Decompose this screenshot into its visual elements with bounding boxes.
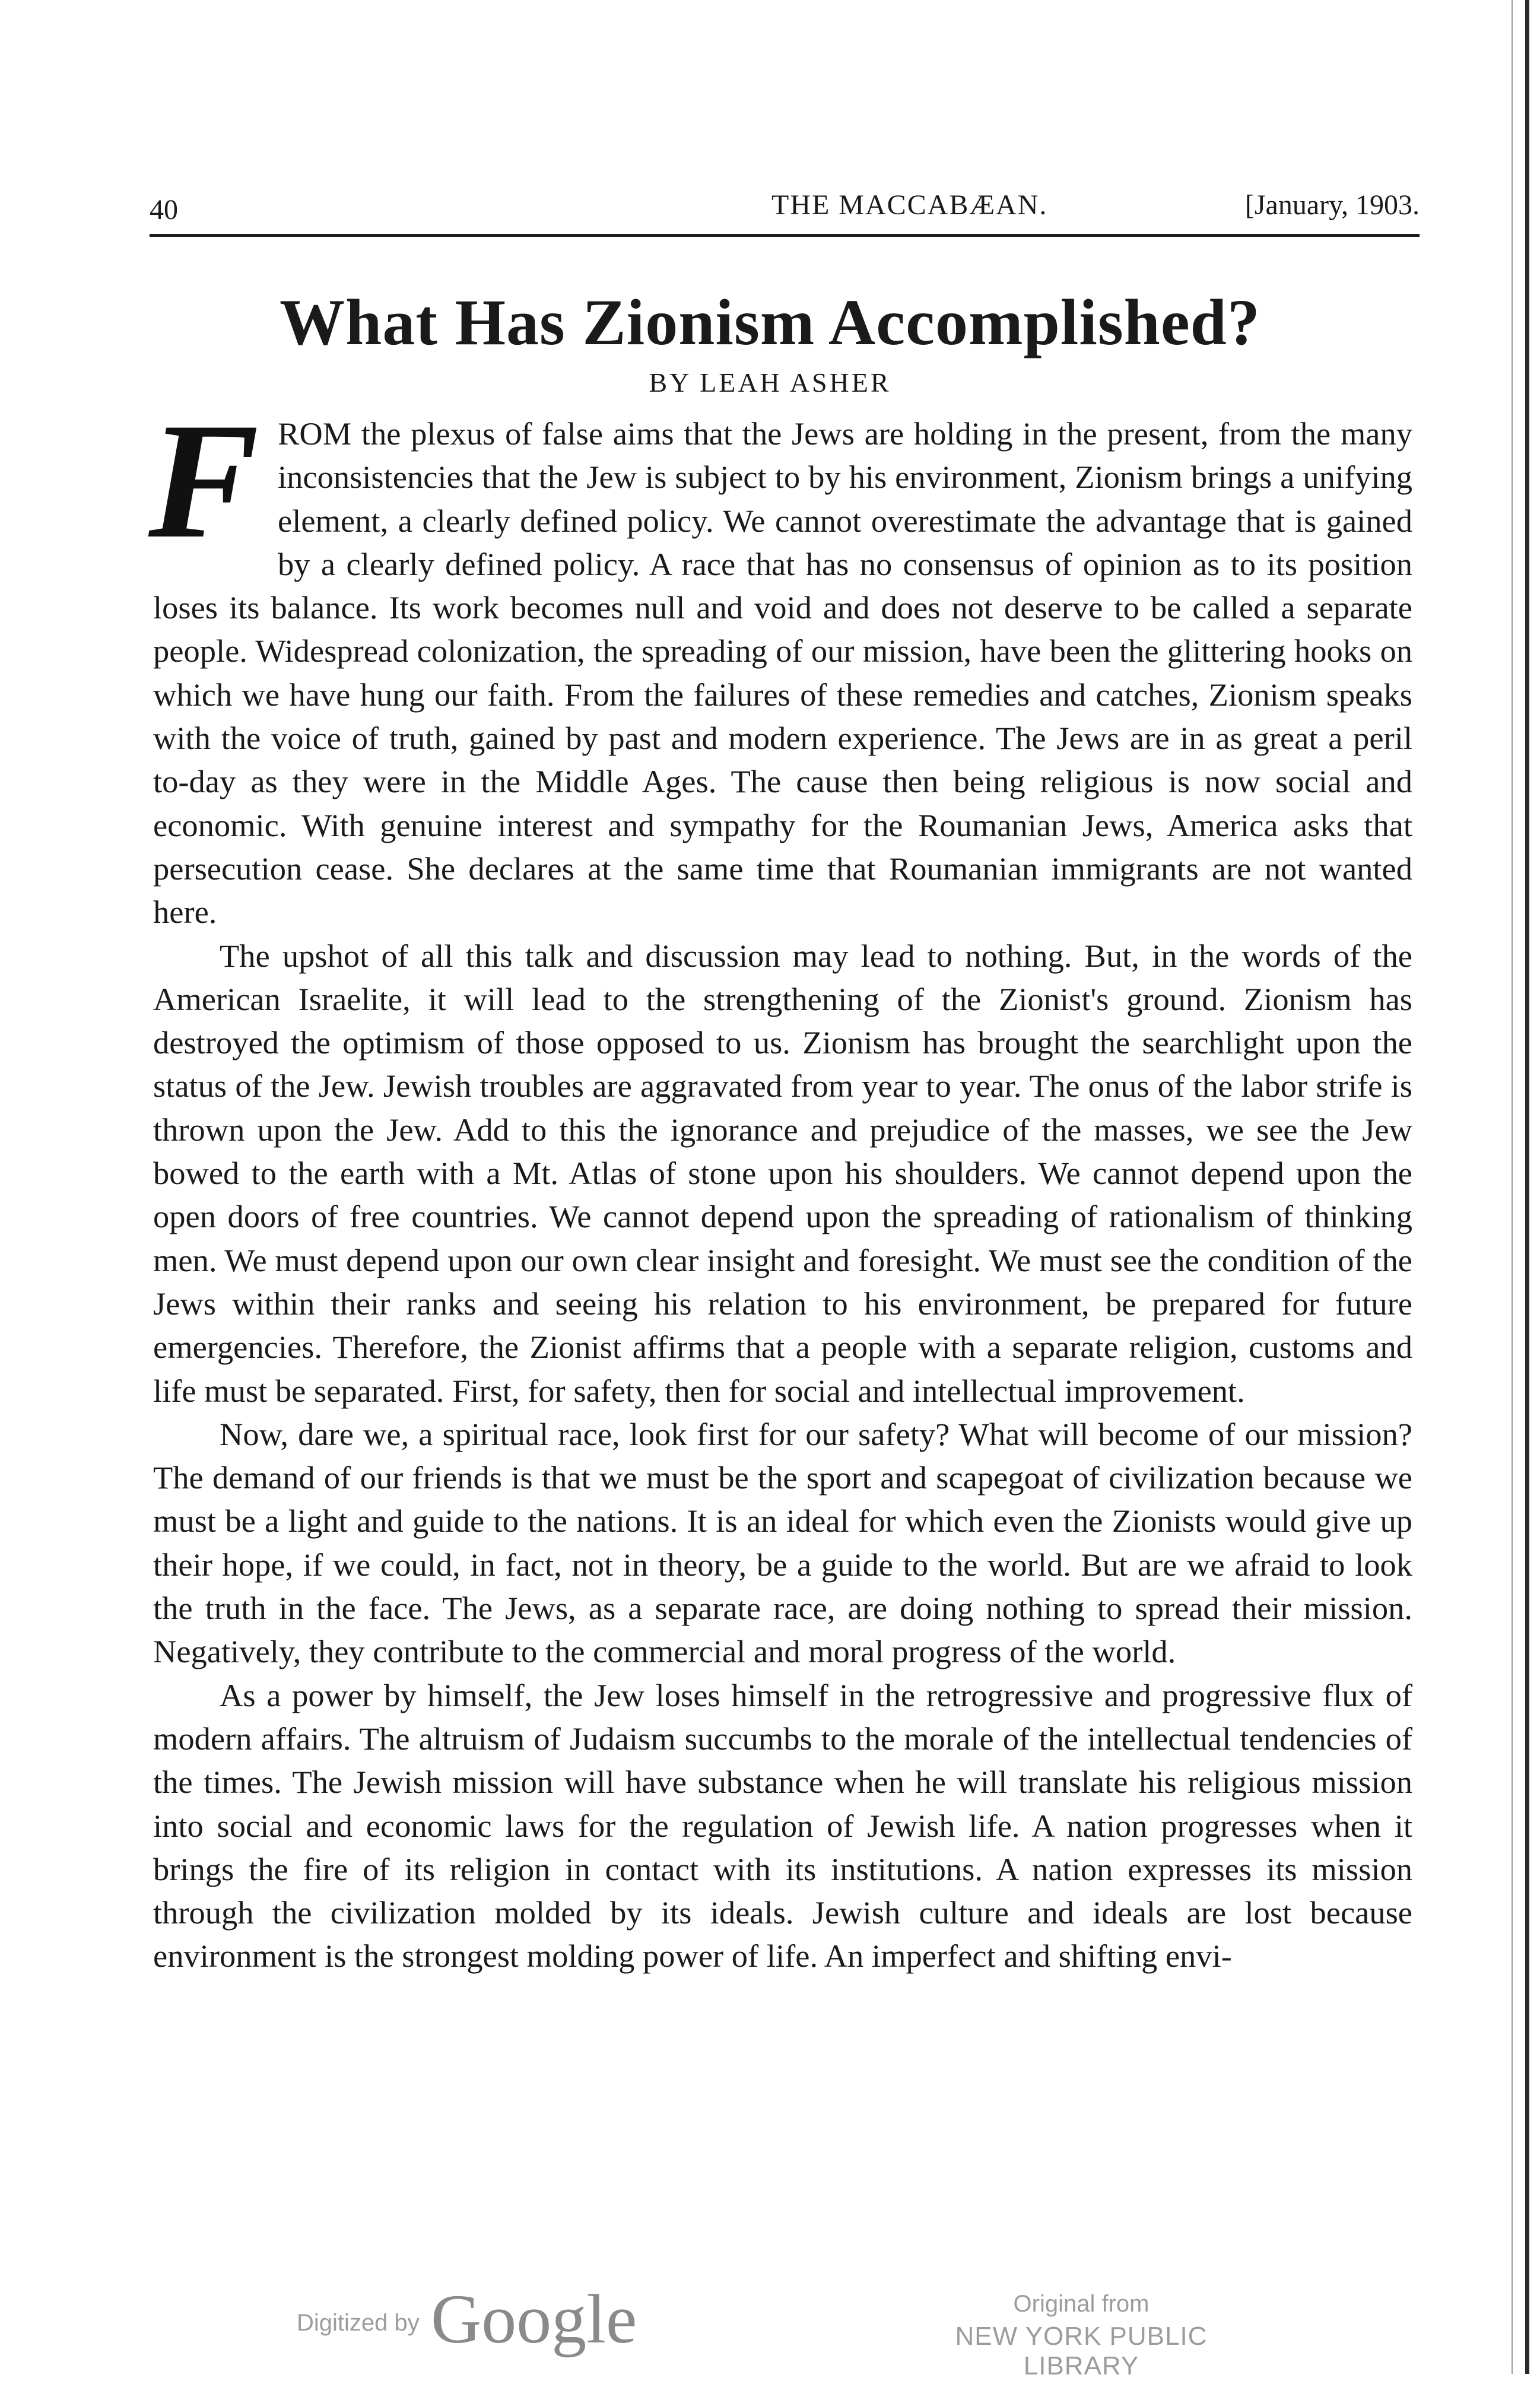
page-number: 40 (150, 194, 178, 226)
digitized-by-label: Digitized by (297, 2310, 420, 2336)
article-body (148, 388, 1412, 1978)
paragraph-4: As a power by himself, the Jew loses himself in the retrogressive and progressive flux of modern affairs. The altruism of Judaism succumbs to the morale of the intellectual tendencies of the times. The Jewish mission will have substance when he will translate his religious mission into social and economic laws for the regulation of Jewish life. A nation progresses when it brings the fire of its religion in contact with its institutions. A nation expresses its mission through the civilization molded by its ideals. Jewish culture and ideals are lost because environment is the strongest molding power of life. An imperfect and shifting envi- (153, 1677, 1412, 1974)
paragraph-1 (148, 388, 1412, 934)
digitization-footer (0, 2279, 1540, 2380)
paragraph-2: The upshot of all this talk and discussion may lead to nothing. But, in the words of the American Israelite, it will lead to the strengthening of the Zionist's ground. Zionism has destroyed the optimism of those opposed to us. Zionism has brought the searchlight upon the status of the Jew. Jewish troubles are aggravated from year to year. The onus of the labor strife is thrown upon the Jew. Add to this the ignorance and prejudice of the masses, we see the Jew bowed to the earth with a Mt. Atlas of stone upon his shoulders. We cannot depend upon the open doors of free countries. We cannot depend upon the spreading of rationalism of thinking men. We must depend upon our own clear insight and foresight. We must see the condition of the Jews within their ranks and seeing his relation to his environment, be prepared for future emergencies. Therefore, the Zionist affirms that a people with a separate religion, customs and life must be separated. First, for safety, then for social and intellectual improvement. (153, 937, 1412, 1409)
paragraph-1-text: ROM the plexus of false aims that the Jews are holding in the present, from the many inconsistencies that the Jew is subject to by his environment, Zionism brings a unifying element, a clearly defined policy. We cannot overestimate the advantage that is gained by a clearly defined policy. A race that has no consensus of opinion as to its position loses its balance. Its work becomes null and void and does not deserve to be called a separate people. Widespread colonization, the spreading of our mission, have been the glittering hooks on which we have hung our faith. From the failures of these remedies and catches, Zionism speaks with the voice of truth, gained by past and modern experience. The Jews are in as great a peril to-day as they were in the Middle Ages. The cause then being religious is now social and economic. With genuine interest and sympathy for the Roumanian Jews, America asks that persecution cease. She declares at the same time that Roumanian immigrants are not wanted here. (153, 415, 1412, 931)
original-from-label: Original from (1013, 2291, 1150, 2317)
running-head (150, 189, 1420, 230)
paragraph-3: Now, dare we, a spiritual race, look first for our safety? What will become of our mission? The demand of our friends is that we must be the sport and scapegoat of civilization because we must be a light and guide to the nations. It is an ideal for which even the Zionists would give up their hope, if we could, in fact, not in theory, be a guide to the world. But are we afraid to look the truth in the face. The Jews, as a separate race, are doing nothing to spread their mission. Negatively, they contribute to the commercial and moral progress of the world. (153, 1415, 1412, 1670)
drop-cap: F (148, 388, 259, 573)
article-byline: BY LEAH ASHER (649, 367, 891, 398)
google-logo: Google (431, 2280, 637, 2358)
library-name: NEW YORK PUBLIC LIBRARY (955, 2322, 1208, 2380)
header-rule (150, 234, 1420, 237)
article-title: What Has Zionism Accomplished? (280, 286, 1260, 358)
issue-date: [January, 1903. (1244, 189, 1420, 221)
journal-title: THE MACCABÆAN. (771, 189, 1048, 221)
